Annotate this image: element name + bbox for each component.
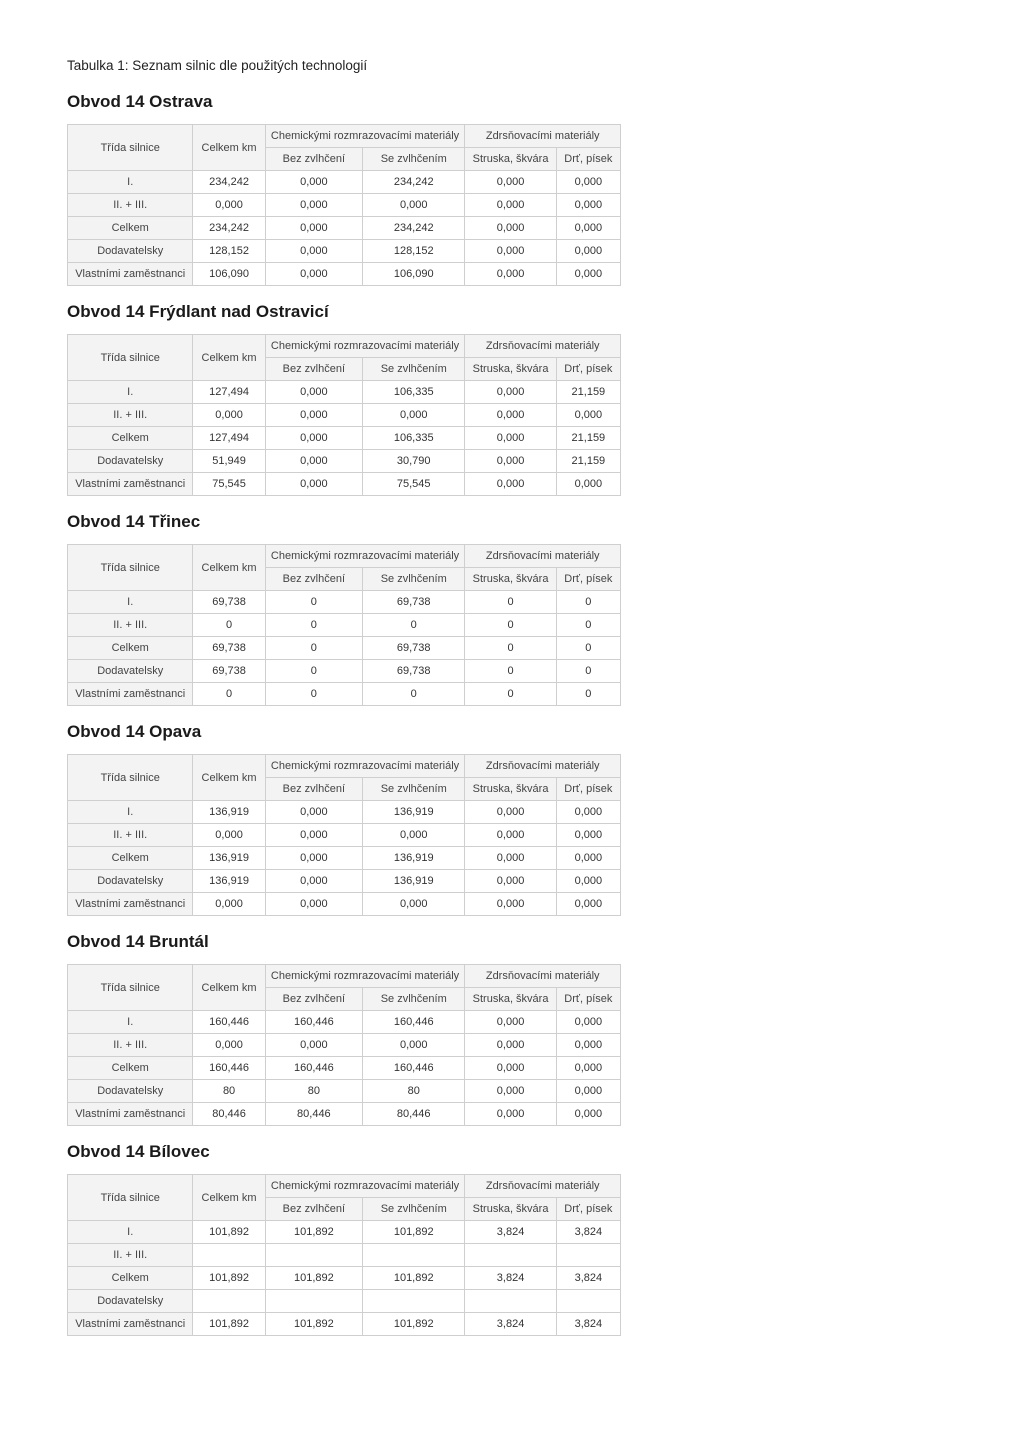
district-section bbox=[67, 90, 627, 286]
row-label: Dodavatelsky bbox=[68, 240, 193, 263]
table-cell: 0 bbox=[265, 683, 362, 706]
header-slag: Struska, škvára bbox=[465, 778, 556, 801]
table-cell: 0,000 bbox=[556, 194, 620, 217]
table-cell: 0,000 bbox=[193, 1034, 265, 1057]
table-cell: 0,000 bbox=[556, 240, 620, 263]
table-cell: 51,949 bbox=[193, 450, 265, 473]
header-chemical-group: Chemickými rozmrazovacími materiály bbox=[265, 965, 465, 988]
table-cell: 101,892 bbox=[265, 1313, 362, 1336]
row-label: Vlastními zaměstnanci bbox=[68, 1313, 193, 1336]
table-cell bbox=[465, 1244, 556, 1267]
header-no-wetting: Bez zvlhčení bbox=[265, 358, 362, 381]
table-cell: 21,159 bbox=[556, 427, 620, 450]
table-row bbox=[68, 824, 621, 847]
table-cell: 3,824 bbox=[465, 1313, 556, 1336]
table-row bbox=[68, 870, 621, 893]
table-cell: 69,738 bbox=[363, 591, 465, 614]
table-cell: 0,000 bbox=[465, 893, 556, 916]
table-cell: 0 bbox=[465, 591, 556, 614]
table-cell: 0,000 bbox=[265, 847, 362, 870]
district-section bbox=[67, 720, 627, 916]
header-with-wetting: Se zvlhčením bbox=[363, 148, 465, 171]
district-title: Obvod 14 Ostrava bbox=[67, 92, 213, 111]
table-cell: 0,000 bbox=[556, 404, 620, 427]
table-cell: 0 bbox=[193, 614, 265, 637]
table-cell: 69,738 bbox=[363, 637, 465, 660]
table-cell: 234,242 bbox=[363, 217, 465, 240]
table-cell: 101,892 bbox=[193, 1313, 265, 1336]
table-cell: 0,000 bbox=[265, 801, 362, 824]
header-grit-sand: Drť, písek bbox=[556, 778, 620, 801]
header-abrasive-group: Zdrsňovacími materiály bbox=[465, 545, 621, 568]
table-cell: 0,000 bbox=[465, 1057, 556, 1080]
header-abrasive-group: Zdrsňovacími materiály bbox=[465, 1175, 621, 1198]
row-label: Vlastními zaměstnanci bbox=[68, 683, 193, 706]
header-abrasive-group: Zdrsňovacími materiály bbox=[465, 755, 621, 778]
row-label: I. bbox=[68, 801, 193, 824]
table-row bbox=[68, 801, 621, 824]
table-row bbox=[68, 263, 621, 286]
table-cell: 69,738 bbox=[363, 660, 465, 683]
table-cell: 0,000 bbox=[465, 870, 556, 893]
row-label: I. bbox=[68, 381, 193, 404]
table-cell: 0,000 bbox=[556, 1034, 620, 1057]
header-no-wetting: Bez zvlhčení bbox=[265, 568, 362, 591]
table-cell: 160,446 bbox=[363, 1011, 465, 1034]
table-cell: 101,892 bbox=[363, 1221, 465, 1244]
table-cell: 0,000 bbox=[265, 1034, 362, 1057]
row-label: Vlastními zaměstnanci bbox=[68, 473, 193, 496]
table-cell: 101,892 bbox=[363, 1267, 465, 1290]
table-cell: 0,000 bbox=[556, 870, 620, 893]
table-cell: 0,000 bbox=[465, 263, 556, 286]
header-no-wetting: Bez zvlhčení bbox=[265, 988, 362, 1011]
table-cell: 0 bbox=[556, 591, 620, 614]
table-cell: 80 bbox=[193, 1080, 265, 1103]
table-cell: 160,446 bbox=[363, 1057, 465, 1080]
table-row bbox=[68, 1267, 621, 1290]
district-title: Obvod 14 Frýdlant nad Ostravicí bbox=[67, 302, 329, 321]
table-cell: 0,000 bbox=[265, 263, 362, 286]
table-cell: 0,000 bbox=[556, 801, 620, 824]
district-section bbox=[67, 510, 627, 706]
table-cell: 0 bbox=[556, 614, 620, 637]
table-cell: 0,000 bbox=[265, 450, 362, 473]
table-cell: 136,919 bbox=[363, 870, 465, 893]
table-cell: 3,824 bbox=[556, 1267, 620, 1290]
header-with-wetting: Se zvlhčením bbox=[363, 358, 465, 381]
road-technology-table bbox=[67, 1174, 621, 1336]
header-with-wetting: Se zvlhčením bbox=[363, 1198, 465, 1221]
table-cell: 75,545 bbox=[363, 473, 465, 496]
table-cell: 0 bbox=[465, 683, 556, 706]
header-chemical-group: Chemickými rozmrazovacími materiály bbox=[265, 335, 465, 358]
table-cell: 234,242 bbox=[363, 171, 465, 194]
table-cell: 160,446 bbox=[193, 1057, 265, 1080]
document-page bbox=[67, 56, 627, 1350]
header-chemical-group: Chemickými rozmrazovacími materiály bbox=[265, 1175, 465, 1198]
table-row bbox=[68, 404, 621, 427]
road-technology-table bbox=[67, 754, 621, 916]
district-section bbox=[67, 930, 627, 1126]
table-caption: Tabulka 1: Seznam silnic dle použitých technologií bbox=[67, 58, 368, 73]
table-cell: 0,000 bbox=[265, 473, 362, 496]
table-cell: 80,446 bbox=[193, 1103, 265, 1126]
table-row bbox=[68, 381, 621, 404]
table-cell: 101,892 bbox=[265, 1221, 362, 1244]
row-label: II. + III. bbox=[68, 614, 193, 637]
table-cell bbox=[465, 1290, 556, 1313]
table-cell: 0,000 bbox=[363, 1034, 465, 1057]
table-cell: 234,242 bbox=[193, 171, 265, 194]
table-cell: 0,000 bbox=[193, 893, 265, 916]
table-cell bbox=[556, 1290, 620, 1313]
table-row bbox=[68, 240, 621, 263]
row-label: Celkem bbox=[68, 1057, 193, 1080]
row-label: I. bbox=[68, 1221, 193, 1244]
row-label: II. + III. bbox=[68, 1244, 193, 1267]
row-label: II. + III. bbox=[68, 404, 193, 427]
table-cell: 0,000 bbox=[265, 824, 362, 847]
table-row bbox=[68, 194, 621, 217]
table-cell: 136,919 bbox=[193, 801, 265, 824]
table-cell: 80 bbox=[265, 1080, 362, 1103]
table-cell: 0,000 bbox=[465, 473, 556, 496]
table-cell: 106,335 bbox=[363, 381, 465, 404]
district-title: Obvod 14 Bruntál bbox=[67, 932, 209, 951]
table-cell: 0,000 bbox=[465, 427, 556, 450]
road-technology-table bbox=[67, 124, 621, 286]
table-cell: 0 bbox=[265, 660, 362, 683]
table-row bbox=[68, 614, 621, 637]
table-cell: 75,545 bbox=[193, 473, 265, 496]
row-label: Celkem bbox=[68, 1267, 193, 1290]
table-cell: 136,919 bbox=[363, 847, 465, 870]
header-no-wetting: Bez zvlhčení bbox=[265, 1198, 362, 1221]
table-cell bbox=[556, 1244, 620, 1267]
table-cell: 136,919 bbox=[193, 870, 265, 893]
header-chemical-group: Chemickými rozmrazovacími materiály bbox=[265, 125, 465, 148]
header-with-wetting: Se zvlhčením bbox=[363, 988, 465, 1011]
table-cell: 80,446 bbox=[363, 1103, 465, 1126]
header-road-class: Třída silnice bbox=[68, 335, 193, 381]
table-row bbox=[68, 683, 621, 706]
header-road-class: Třída silnice bbox=[68, 965, 193, 1011]
table-cell: 128,152 bbox=[363, 240, 465, 263]
table-cell: 0,000 bbox=[465, 801, 556, 824]
header-with-wetting: Se zvlhčením bbox=[363, 778, 465, 801]
table-cell: 0,000 bbox=[556, 893, 620, 916]
table-cell: 3,824 bbox=[465, 1267, 556, 1290]
table-cell: 3,824 bbox=[465, 1221, 556, 1244]
table-cell: 0,000 bbox=[465, 1011, 556, 1034]
row-label: Dodavatelsky bbox=[68, 870, 193, 893]
table-cell: 106,090 bbox=[363, 263, 465, 286]
table-cell: 0 bbox=[363, 683, 465, 706]
table-cell: 69,738 bbox=[193, 660, 265, 683]
header-total-km: Celkem km bbox=[193, 125, 265, 171]
header-grit-sand: Drť, písek bbox=[556, 148, 620, 171]
table-row bbox=[68, 591, 621, 614]
row-label: Celkem bbox=[68, 427, 193, 450]
table-cell: 69,738 bbox=[193, 637, 265, 660]
table-cell: 0 bbox=[265, 614, 362, 637]
row-label: Dodavatelsky bbox=[68, 1080, 193, 1103]
header-road-class: Třída silnice bbox=[68, 755, 193, 801]
table-cell: 0,000 bbox=[265, 404, 362, 427]
row-label: Vlastními zaměstnanci bbox=[68, 1103, 193, 1126]
table-cell: 0,000 bbox=[265, 893, 362, 916]
header-no-wetting: Bez zvlhčení bbox=[265, 778, 362, 801]
table-cell: 0 bbox=[556, 660, 620, 683]
table-cell bbox=[363, 1290, 465, 1313]
row-label: I. bbox=[68, 1011, 193, 1034]
table-cell: 160,446 bbox=[265, 1057, 362, 1080]
table-row bbox=[68, 660, 621, 683]
table-cell: 0,000 bbox=[265, 427, 362, 450]
table-cell: 136,919 bbox=[193, 847, 265, 870]
table-cell: 101,892 bbox=[265, 1267, 362, 1290]
header-grit-sand: Drť, písek bbox=[556, 988, 620, 1011]
table-cell: 0,000 bbox=[465, 171, 556, 194]
table-cell: 0 bbox=[465, 614, 556, 637]
header-abrasive-group: Zdrsňovacími materiály bbox=[465, 335, 621, 358]
table-cell: 0,000 bbox=[193, 404, 265, 427]
table-row bbox=[68, 893, 621, 916]
table-cell: 21,159 bbox=[556, 450, 620, 473]
table-row bbox=[68, 1011, 621, 1034]
table-cell: 21,159 bbox=[556, 381, 620, 404]
table-cell: 3,824 bbox=[556, 1313, 620, 1336]
table-cell: 0,000 bbox=[465, 1103, 556, 1126]
table-cell: 0,000 bbox=[265, 381, 362, 404]
table-cell: 0 bbox=[193, 683, 265, 706]
table-cell: 0,000 bbox=[556, 1011, 620, 1034]
table-cell bbox=[265, 1290, 362, 1313]
table-row bbox=[68, 473, 621, 496]
district-title: Obvod 14 Třinec bbox=[67, 512, 201, 531]
table-cell: 30,790 bbox=[363, 450, 465, 473]
table-row bbox=[68, 1313, 621, 1336]
table-row bbox=[68, 1080, 621, 1103]
table-cell: 0,000 bbox=[265, 870, 362, 893]
table-cell: 101,892 bbox=[193, 1267, 265, 1290]
row-label: Celkem bbox=[68, 847, 193, 870]
road-technology-table bbox=[67, 964, 621, 1126]
table-row bbox=[68, 1103, 621, 1126]
header-road-class: Třída silnice bbox=[68, 545, 193, 591]
table-cell: 0,000 bbox=[556, 847, 620, 870]
table-row bbox=[68, 1034, 621, 1057]
header-slag: Struska, škvára bbox=[465, 568, 556, 591]
row-label: Vlastními zaměstnanci bbox=[68, 893, 193, 916]
table-cell: 0,000 bbox=[265, 194, 362, 217]
road-technology-table bbox=[67, 544, 621, 706]
table-row bbox=[68, 217, 621, 240]
table-cell: 0,000 bbox=[556, 473, 620, 496]
header-grit-sand: Drť, písek bbox=[556, 568, 620, 591]
table-cell bbox=[193, 1290, 265, 1313]
table-row bbox=[68, 1057, 621, 1080]
table-cell: 0,000 bbox=[465, 1080, 556, 1103]
header-total-km: Celkem km bbox=[193, 335, 265, 381]
table-cell: 0,000 bbox=[363, 194, 465, 217]
header-grit-sand: Drť, písek bbox=[556, 1198, 620, 1221]
row-label: Celkem bbox=[68, 637, 193, 660]
table-cell: 0,000 bbox=[556, 263, 620, 286]
header-road-class: Třída silnice bbox=[68, 125, 193, 171]
table-cell: 0 bbox=[465, 637, 556, 660]
row-label: I. bbox=[68, 591, 193, 614]
table-cell: 0,000 bbox=[363, 824, 465, 847]
table-cell: 0,000 bbox=[465, 217, 556, 240]
table-cell: 80 bbox=[363, 1080, 465, 1103]
table-cell: 0 bbox=[556, 683, 620, 706]
table-row bbox=[68, 1221, 621, 1244]
table-row bbox=[68, 637, 621, 660]
table-cell bbox=[363, 1244, 465, 1267]
row-label: Dodavatelsky bbox=[68, 450, 193, 473]
table-cell: 0,000 bbox=[465, 381, 556, 404]
table-cell: 234,242 bbox=[193, 217, 265, 240]
header-slag: Struska, škvára bbox=[465, 148, 556, 171]
table-cell: 0,000 bbox=[465, 404, 556, 427]
table-cell: 0 bbox=[265, 591, 362, 614]
table-cell bbox=[193, 1244, 265, 1267]
row-label: II. + III. bbox=[68, 1034, 193, 1057]
table-cell: 0,000 bbox=[465, 824, 556, 847]
table-cell: 128,152 bbox=[193, 240, 265, 263]
table-cell: 127,494 bbox=[193, 427, 265, 450]
table-cell: 0,000 bbox=[465, 194, 556, 217]
table-cell: 0 bbox=[465, 660, 556, 683]
table-cell: 0 bbox=[363, 614, 465, 637]
header-no-wetting: Bez zvlhčení bbox=[265, 148, 362, 171]
table-cell: 0,000 bbox=[556, 171, 620, 194]
table-cell: 136,919 bbox=[363, 801, 465, 824]
table-cell: 0,000 bbox=[556, 217, 620, 240]
table-cell: 101,892 bbox=[363, 1313, 465, 1336]
header-with-wetting: Se zvlhčením bbox=[363, 568, 465, 591]
header-total-km: Celkem km bbox=[193, 1175, 265, 1221]
row-label: II. + III. bbox=[68, 194, 193, 217]
header-road-class: Třída silnice bbox=[68, 1175, 193, 1221]
table-cell: 0,000 bbox=[193, 824, 265, 847]
road-technology-table bbox=[67, 334, 621, 496]
table-row bbox=[68, 1290, 621, 1313]
table-cell: 0,000 bbox=[556, 824, 620, 847]
row-label: Dodavatelsky bbox=[68, 1290, 193, 1313]
header-abrasive-group: Zdrsňovacími materiály bbox=[465, 125, 621, 148]
table-cell: 0,000 bbox=[465, 847, 556, 870]
table-cell: 0,000 bbox=[363, 404, 465, 427]
district-title: Obvod 14 Opava bbox=[67, 722, 202, 741]
header-chemical-group: Chemickými rozmrazovacími materiály bbox=[265, 755, 465, 778]
table-row bbox=[68, 427, 621, 450]
row-label: II. + III. bbox=[68, 824, 193, 847]
table-cell bbox=[265, 1244, 362, 1267]
district-section bbox=[67, 300, 627, 496]
header-total-km: Celkem km bbox=[193, 965, 265, 1011]
table-cell: 0,000 bbox=[465, 450, 556, 473]
table-cell: 0,000 bbox=[265, 240, 362, 263]
table-cell: 3,824 bbox=[556, 1221, 620, 1244]
table-cell: 0,000 bbox=[465, 240, 556, 263]
header-grit-sand: Drť, písek bbox=[556, 358, 620, 381]
table-cell: 0,000 bbox=[265, 217, 362, 240]
row-label: Dodavatelsky bbox=[68, 660, 193, 683]
table-row bbox=[68, 450, 621, 473]
table-cell: 69,738 bbox=[193, 591, 265, 614]
header-abrasive-group: Zdrsňovacími materiály bbox=[465, 965, 621, 988]
table-row bbox=[68, 171, 621, 194]
table-cell: 160,446 bbox=[265, 1011, 362, 1034]
header-total-km: Celkem km bbox=[193, 755, 265, 801]
header-slag: Struska, škvára bbox=[465, 1198, 556, 1221]
table-cell: 0,000 bbox=[556, 1057, 620, 1080]
table-cell: 0,000 bbox=[465, 1034, 556, 1057]
table-cell: 0,000 bbox=[363, 893, 465, 916]
table-cell: 80,446 bbox=[265, 1103, 362, 1126]
header-chemical-group: Chemickými rozmrazovacími materiály bbox=[265, 545, 465, 568]
table-cell: 160,446 bbox=[193, 1011, 265, 1034]
header-slag: Struska, škvára bbox=[465, 358, 556, 381]
table-cell: 0,000 bbox=[193, 194, 265, 217]
row-label: Celkem bbox=[68, 217, 193, 240]
table-row bbox=[68, 1244, 621, 1267]
table-cell: 106,335 bbox=[363, 427, 465, 450]
table-cell: 0,000 bbox=[556, 1103, 620, 1126]
table-cell: 101,892 bbox=[193, 1221, 265, 1244]
sections-container bbox=[67, 90, 627, 1336]
row-label: I. bbox=[68, 171, 193, 194]
table-cell: 0,000 bbox=[265, 171, 362, 194]
table-row bbox=[68, 847, 621, 870]
table-cell: 0 bbox=[265, 637, 362, 660]
table-cell: 0 bbox=[556, 637, 620, 660]
row-label: Vlastními zaměstnanci bbox=[68, 263, 193, 286]
header-total-km: Celkem km bbox=[193, 545, 265, 591]
header-slag: Struska, škvára bbox=[465, 988, 556, 1011]
table-cell: 106,090 bbox=[193, 263, 265, 286]
district-section bbox=[67, 1140, 627, 1336]
district-title: Obvod 14 Bílovec bbox=[67, 1142, 210, 1161]
table-cell: 0,000 bbox=[556, 1080, 620, 1103]
table-cell: 127,494 bbox=[193, 381, 265, 404]
